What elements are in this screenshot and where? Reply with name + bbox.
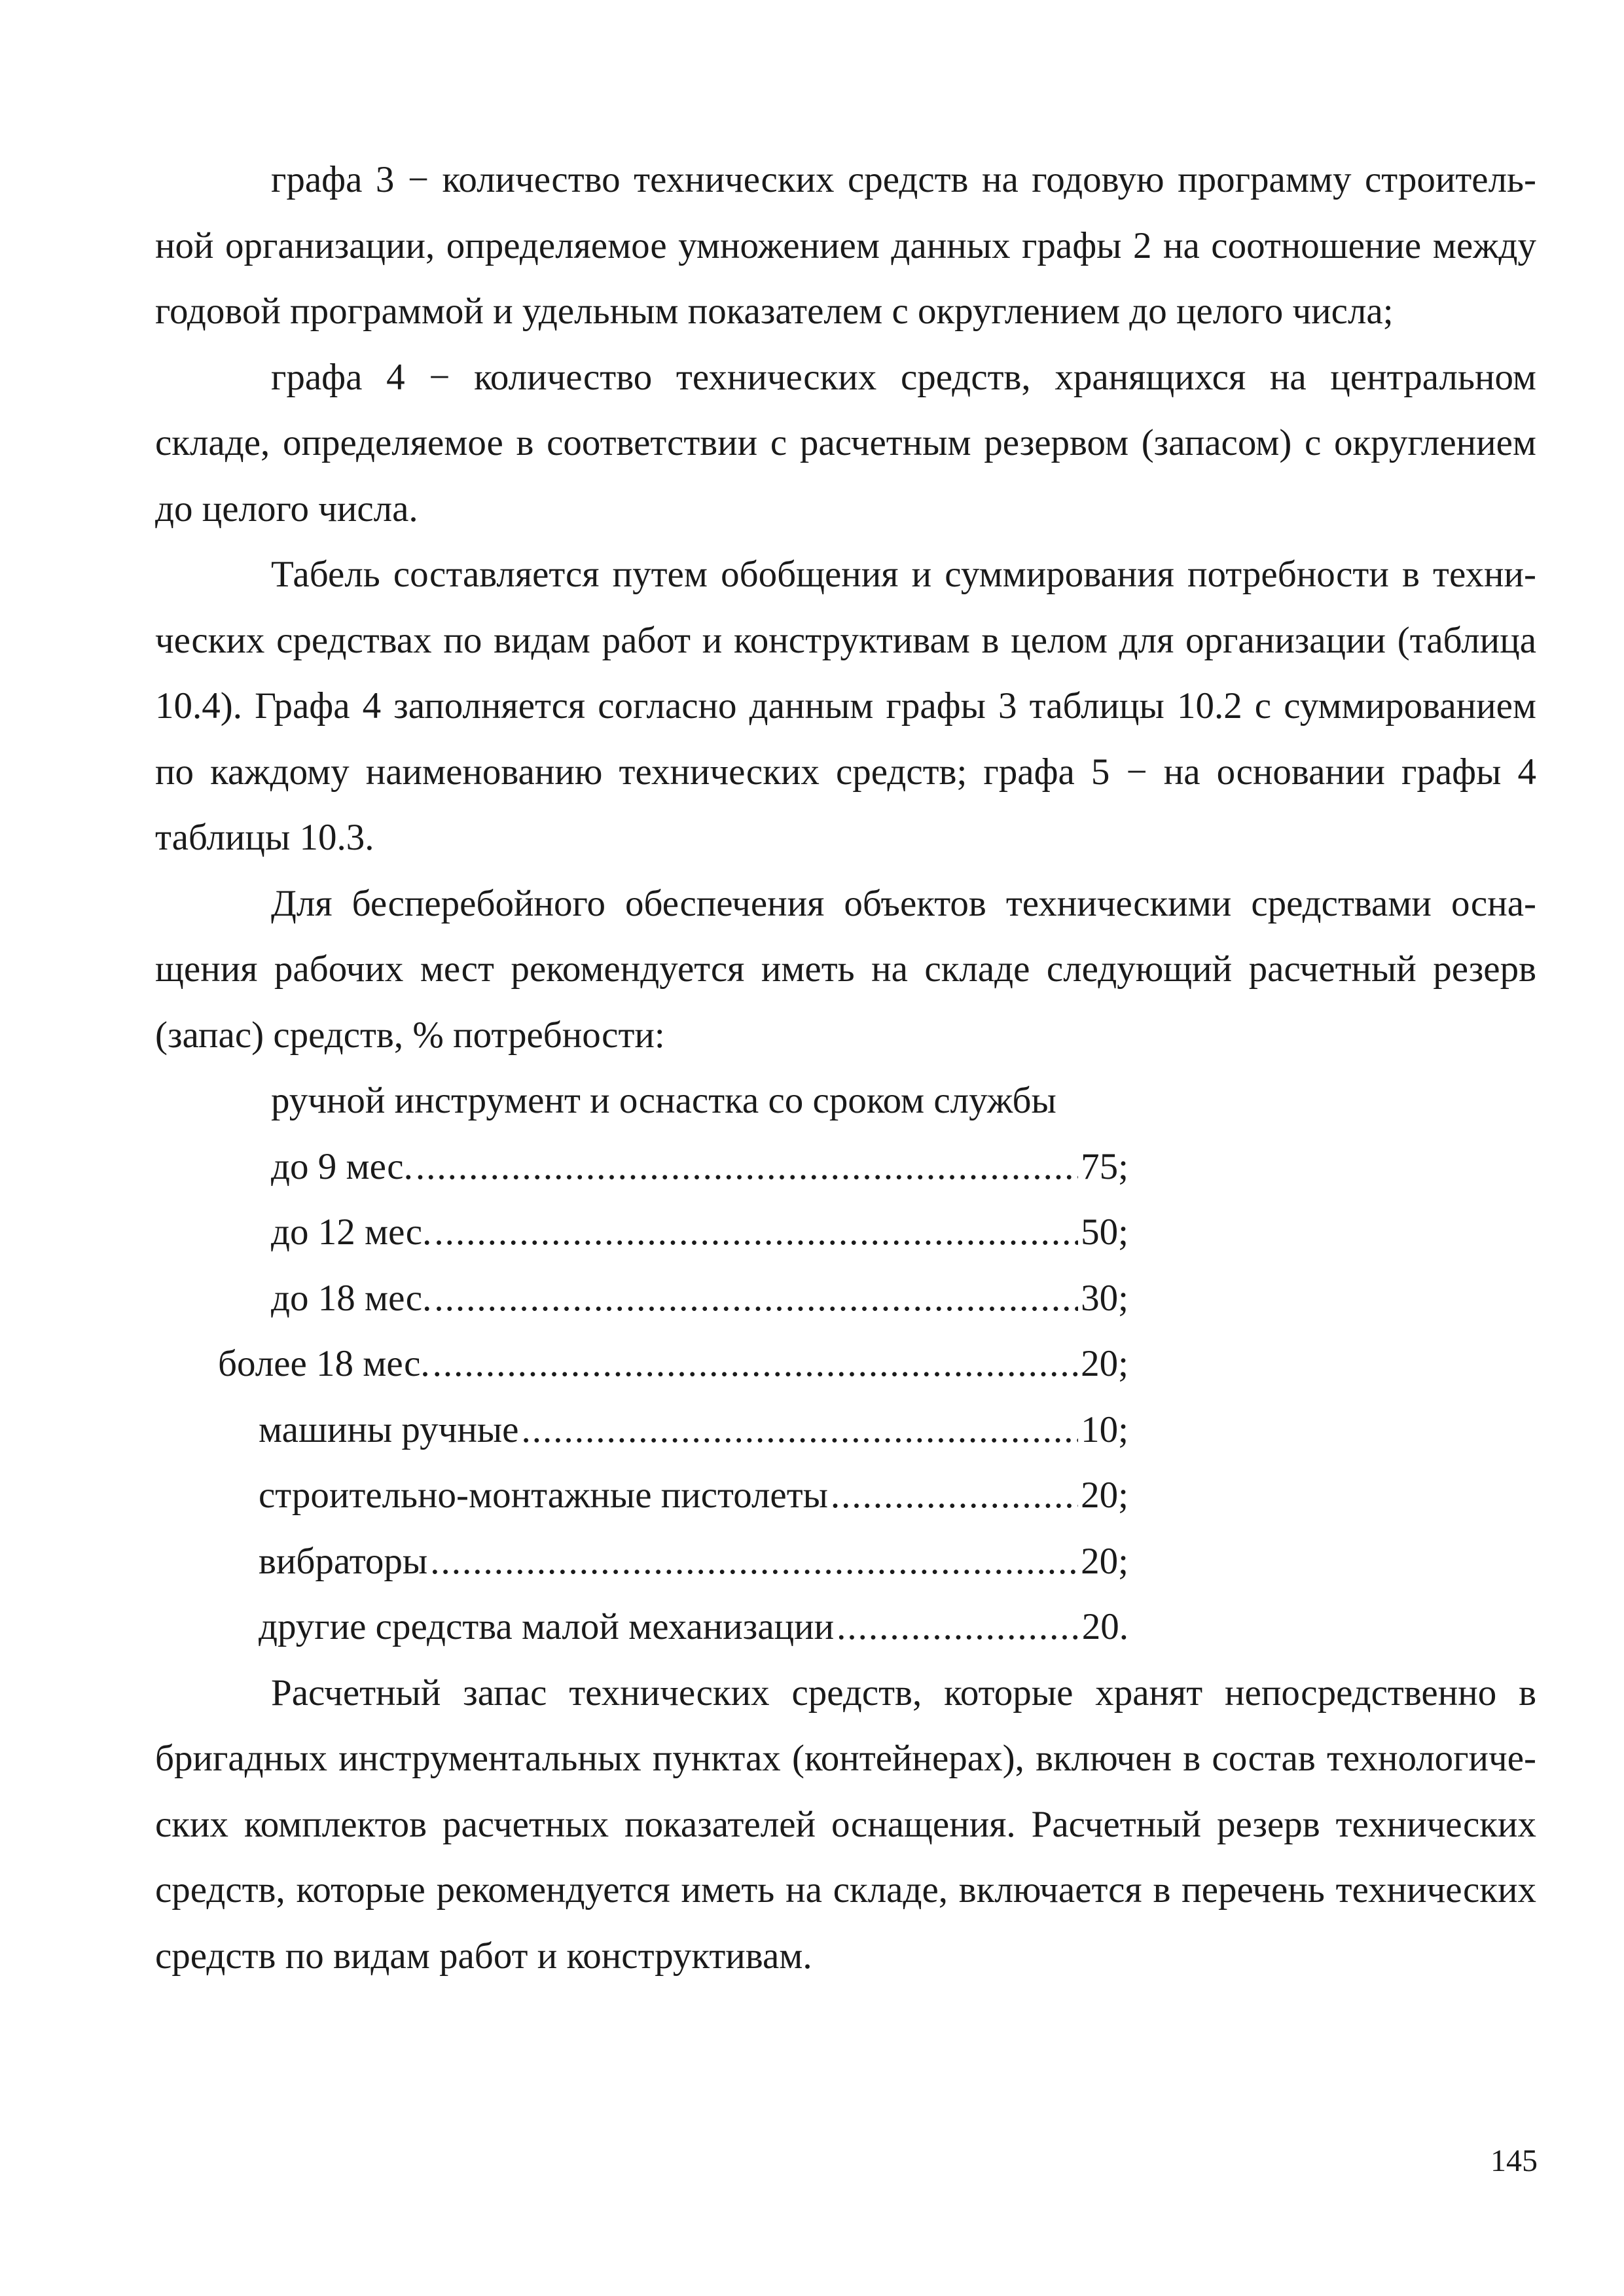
reserve-item-value: 10;	[1081, 1408, 1128, 1450]
reserve-list	[155, 1068, 1536, 1660]
reserve-item-value: 20;	[1081, 1540, 1128, 1582]
reserve-item-value: 20.	[1081, 1606, 1128, 1647]
reserve-item	[155, 1134, 1128, 1200]
reserve-item	[155, 1594, 1128, 1660]
reserve-item-label: более 18 мес.	[218, 1343, 430, 1384]
reserve-list-intro: ручной инструмент и оснастка со сроком службы	[271, 1080, 1056, 1121]
reserve-item	[155, 1463, 1128, 1529]
paragraph-calculated-stock: Расчетный запас технических средств, которые хранят непосредственно в бригадных инструментальных пунктах (контейнерах), включен в состав технологических комплектов расчетных показателей оснащения. Расчетный резерв технических средств, которые рекомендуется иметь на складе, включается в перечень технических средств по видам работ и конструктивам.	[155, 1672, 1536, 1977]
reserve-item	[155, 1331, 1128, 1397]
reserve-item-value: 20;	[1081, 1475, 1128, 1516]
dot-leader	[433, 1331, 1079, 1397]
page-number: 145	[1490, 2144, 1538, 2178]
reserve-item-label: другие средства малой механизации	[259, 1606, 835, 1647]
dot-leader	[831, 1463, 1078, 1529]
reserve-item-label: машины ручные	[259, 1408, 519, 1450]
paragraph-column-3: графа 3 − количество технических средств на годовую программу строительной организации, определяемое умножением данных графы 2 на соотношение между годовой программой и удельным показателем с округлением до целого числа;	[155, 159, 1536, 332]
dot-leader	[430, 1529, 1078, 1595]
reserve-item	[155, 1529, 1128, 1595]
paragraph-table-summary: Табель составляется путем обобщения и суммирования потребности в технических средствах по видам работ и конструктивам в целом для организации (таблица 10.4). Графа 4 заполняется согласно данным графы 3 таблицы 10.2 с суммированием по каждому наименованию технических средств; графа 5 − на основании графы 4 таблицы 10.3.	[155, 554, 1536, 858]
reserve-item-label: до 12 мес.	[271, 1211, 432, 1253]
paragraph-reserve-intro: Для бесперебойного обеспечения объектов техническими средствами оснащения рабочих мест рекомендуется иметь на складе следующий расчетный резерв (запас) средств, % потребности:	[155, 882, 1536, 1056]
reserve-item-label: строительно-монтажные пистолеты	[259, 1475, 828, 1516]
dot-leader	[434, 1266, 1078, 1332]
reserve-item-value: 50;	[1081, 1211, 1128, 1253]
reserve-item	[155, 1200, 1128, 1266]
reserve-item	[155, 1266, 1128, 1332]
dot-leader	[416, 1134, 1078, 1200]
reserve-item-label: вибраторы	[259, 1540, 428, 1582]
dot-leader	[434, 1200, 1078, 1266]
reserve-item-label: до 18 мес.	[271, 1277, 432, 1319]
reserve-item-value: 20;	[1081, 1343, 1128, 1384]
reserve-item-label: до 9 мес.	[271, 1145, 413, 1187]
reserve-item	[155, 1397, 1128, 1463]
reserve-item-value: 30;	[1081, 1277, 1128, 1319]
dot-leader	[837, 1594, 1079, 1660]
paragraph-column-4: графа 4 − количество технических средств, хранящихся на центральном складе, определяемое в соответствии с расчетным резервом (запасом) с округлением до целого числа.	[155, 356, 1536, 529]
reserve-item-value: 75;	[1081, 1145, 1128, 1187]
dot-leader	[521, 1397, 1078, 1463]
page-body	[155, 147, 1536, 1989]
